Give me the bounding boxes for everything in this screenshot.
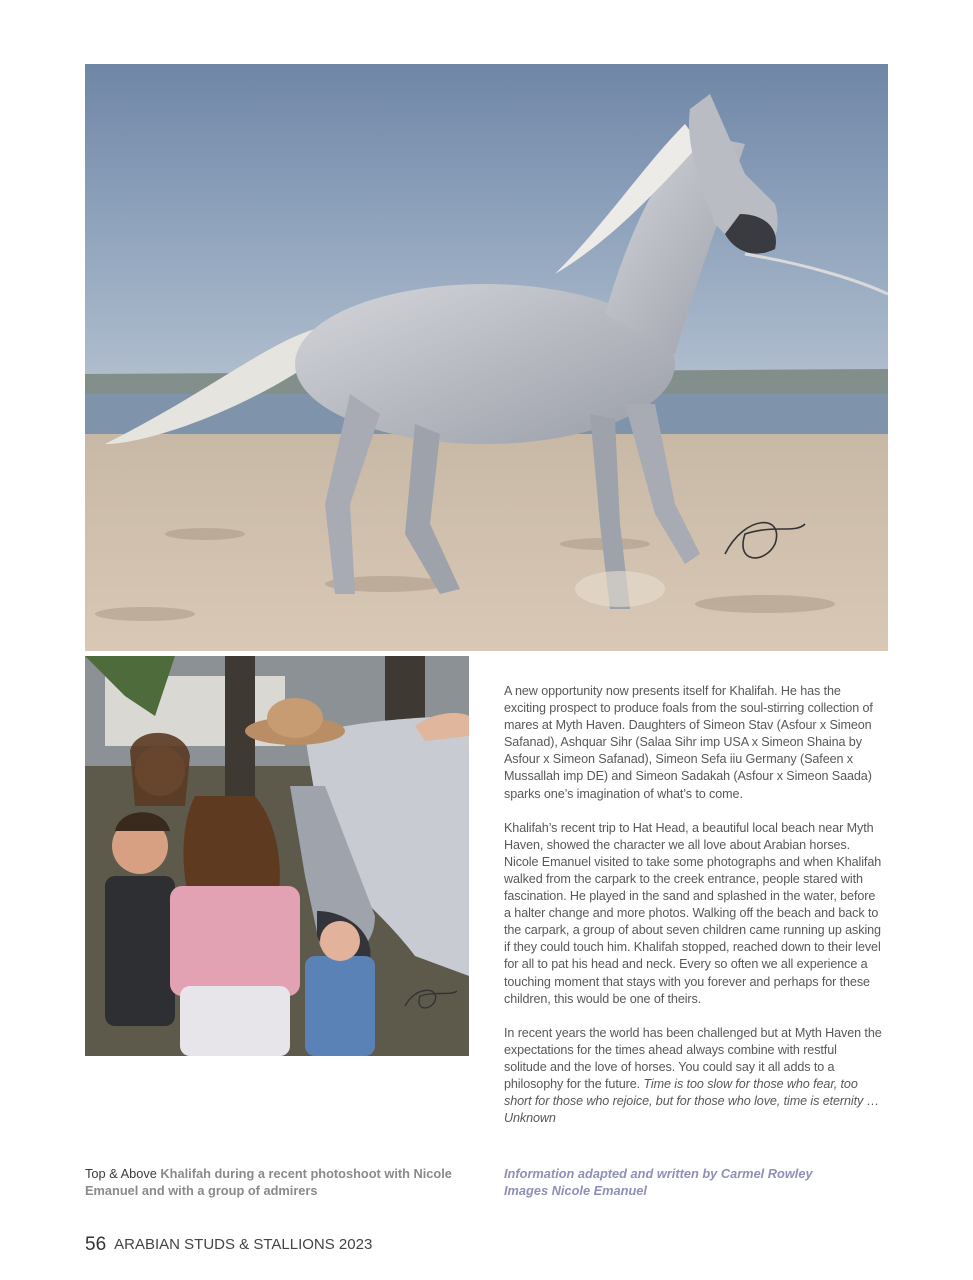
closing-quote: Time is too slow for those who fear, too short for those who rejoice, but for those who love, time is eternity … Unknown xyxy=(504,1076,880,1126)
photo-horse-with-children xyxy=(85,656,469,1056)
article-body xyxy=(504,683,882,1144)
photo-caption xyxy=(85,1165,465,1199)
hero-photo-horse-beach xyxy=(85,64,888,651)
credit-information: Information adapted and written by Carmel Rowley xyxy=(504,1166,813,1181)
horse-beach-illustration xyxy=(85,64,888,651)
paragraph-hat-head-trip: Khalifah’s recent trip to Hat Head, a beautiful local beach near Myth Haven, showed the character we all love about Arabian horses. Nicole Emanuel visited to take some photographs and when Khalifah walked from the carpark to the creek entrance, people stared with fascination. He played in the sand and splashed in the water, before a halter change and more photos. Walking off the beach and back to the carpark, a group of about seven children came running up asking if they could touch him. Khalifah stopped, reached down to their level for all to pat his head and neck. Every so often we all experience a touching moment that stays with you forever and perhaps for these children, this would be one of theirs. xyxy=(504,820,882,1006)
paragraph-new-opportunity: A new opportunity now presents itself for Khalifah. He has the exciting prospect to produce foals from the soul-stirring collection of mares at Myth Haven. Daughters of Simeon Stav (Asfour x Simeon Safanad), Ashquar Sihr (Salaa Sihr imp USA x Simeon Shaina by Asfour x Simeon Safanad), Simeon Sefa iiu Germany (Safeen x Mussallah imp DE) and Simeon Sadakah (Asfour x Simeon Saada) sparks one’s imagination of what’s to come. xyxy=(504,684,873,801)
paragraph-philosophy xyxy=(504,1025,882,1128)
paragraph-philosophy-text: In recent years the world has been challenged but at Myth Haven the expectations for the times ahead always combine with restful solitude and the love of horses. You could say it all adds to a philosophy for the future. xyxy=(504,1025,882,1091)
publication-title: ARABIAN STUDS & STALLIONS 2023 xyxy=(114,1236,373,1253)
page-footer xyxy=(85,1234,372,1256)
article-credits xyxy=(504,1165,882,1199)
children-horse-illustration xyxy=(85,656,469,1056)
caption-text: Khalifah during a recent photoshoot with Nicole Emanuel and with a group of admirers xyxy=(85,1166,452,1198)
caption-lead: Top & Above xyxy=(85,1166,157,1181)
credit-images: Images Nicole Emanuel xyxy=(504,1183,647,1198)
page-number: 56 xyxy=(85,1234,107,1255)
